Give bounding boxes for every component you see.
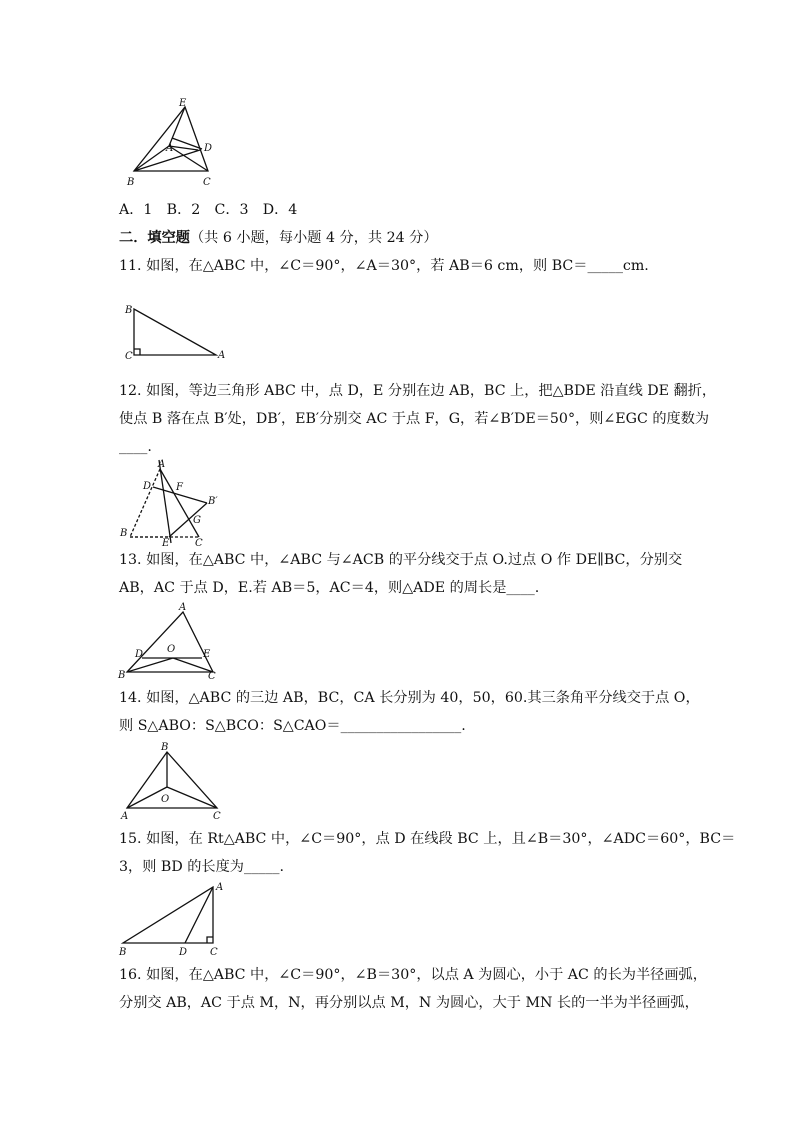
q11-label-b: B bbox=[125, 305, 133, 316]
q13-line1: 13. 如图，在△ABC 中，∠ABC 与∠ACB 的平分线交于点 O.过点 O 作 DE∥BC，分别交 bbox=[119, 552, 683, 568]
q12-segment-eb1 bbox=[169, 503, 207, 537]
q10-label-d: D bbox=[204, 143, 213, 154]
q13-label-e: E bbox=[203, 649, 211, 660]
q12-label-e: E bbox=[162, 538, 170, 547]
q10-label-c: C bbox=[203, 177, 211, 188]
q12-label-b-prime: B′ bbox=[208, 496, 218, 507]
section2-heading-line bbox=[119, 229, 438, 247]
q14-label-b: B bbox=[161, 742, 169, 753]
q10-triangle-figure bbox=[120, 95, 220, 191]
q15-line1: 15. 如图，在 Rt△ABC 中，∠C＝90°，点 D 在线段 BC 上，且∠B＝30°，∠ADC＝60°，BC＝ bbox=[119, 831, 736, 847]
q13-label-d: D bbox=[135, 649, 144, 660]
q14-label-c: C bbox=[213, 811, 221, 822]
q13-label-b: B bbox=[118, 670, 126, 681]
q11-label-c: C bbox=[125, 351, 133, 362]
section2-heading: 二．填空题 bbox=[119, 230, 190, 246]
q12-label-b: B bbox=[120, 528, 128, 539]
q15-label-d: D bbox=[179, 947, 188, 958]
q14-segment-co bbox=[167, 787, 217, 808]
q12-line-de bbox=[159, 460, 171, 543]
q15-label-a: A bbox=[216, 882, 224, 893]
q14-line2: 则 S△ABO：S△BCO：S△CAO＝_________________. bbox=[119, 718, 466, 734]
q11-triangle bbox=[134, 309, 216, 355]
q12-label-a: A bbox=[158, 459, 166, 470]
q13-label-c: C bbox=[208, 671, 216, 682]
q14-angle-bisector-figure bbox=[115, 740, 230, 822]
q12-label-c: C bbox=[195, 538, 203, 547]
q14-triangle-abc bbox=[127, 752, 217, 808]
q15-label-b: B bbox=[119, 947, 127, 958]
q14-line1: 14. 如图，△ABC 的三边 AB，BC，CA 长分别为 40，50，60.其三条角平分线交于点 O， bbox=[119, 690, 700, 706]
q11-right-triangle-figure bbox=[120, 297, 232, 363]
q13-line2: AB，AC 于点 D，E.若 AB＝5，AC＝4，则△ADE 的周长是____. bbox=[119, 580, 540, 596]
q14-label-a: A bbox=[121, 811, 129, 822]
q10-options: A．1 B．2 C．3 D．4 bbox=[119, 202, 298, 218]
q12-line2: 使点 B 落在点 B′处，DB′，EB′分别交 AC 于点 F，G，若∠B′DE＝50°，则∠EGC 的度数为 bbox=[119, 411, 710, 427]
q12-segment-ab-dashed bbox=[130, 469, 160, 537]
q10-label-e: E bbox=[179, 98, 187, 109]
q11-text: 11. 如图，在△ABC 中，∠C＝90°，∠A＝30°，若 AB＝6 cm，则 BC＝_____cm. bbox=[119, 258, 649, 274]
q10-label-a: A bbox=[166, 143, 174, 154]
q10-triangle-ebc bbox=[134, 107, 208, 171]
q13-label-o: O bbox=[167, 644, 176, 655]
q16-line1: 16. 如图，在△ABC 中，∠C＝90°，∠B＝30°，以点 A 为圆心，小于 AC 的长为半径画弧， bbox=[119, 967, 707, 983]
q13-label-a: A bbox=[179, 602, 187, 613]
q12-label-d: D bbox=[143, 481, 152, 492]
q14-label-o: O bbox=[161, 794, 170, 805]
q16-line2: 分别交 AB，AC 于点 M，N，再分别以点 M，N 为圆心，大于 MN 长的一半为半径画弧， bbox=[119, 995, 699, 1011]
q12-label-g: G bbox=[193, 515, 201, 526]
q15-label-c: C bbox=[210, 947, 218, 958]
q12-label-f: F bbox=[176, 482, 183, 493]
q12-fold-figure bbox=[115, 457, 235, 547]
q10-label-b: B bbox=[127, 177, 135, 188]
q12-line1: 12. 如图，等边三角形 ABC 中，点 D，E 分别在边 AB，BC 上，把△BDE 沿直线 DE 翻折， bbox=[119, 383, 717, 399]
q13-triangle-figure bbox=[115, 600, 227, 682]
q15-right-angle-mark bbox=[207, 937, 213, 943]
section2-note: （共 6 小题，每小题 4 分，共 24 分） bbox=[189, 230, 438, 246]
q15-line2: 3，则 BD 的长度为_____. bbox=[119, 859, 284, 875]
q15-right-triangle-figure bbox=[115, 877, 233, 959]
q11-right-angle-mark bbox=[134, 349, 140, 355]
q12-line3: ____. bbox=[119, 439, 152, 455]
q13-triangle-abc bbox=[127, 612, 213, 672]
q11-label-a: A bbox=[218, 350, 226, 361]
